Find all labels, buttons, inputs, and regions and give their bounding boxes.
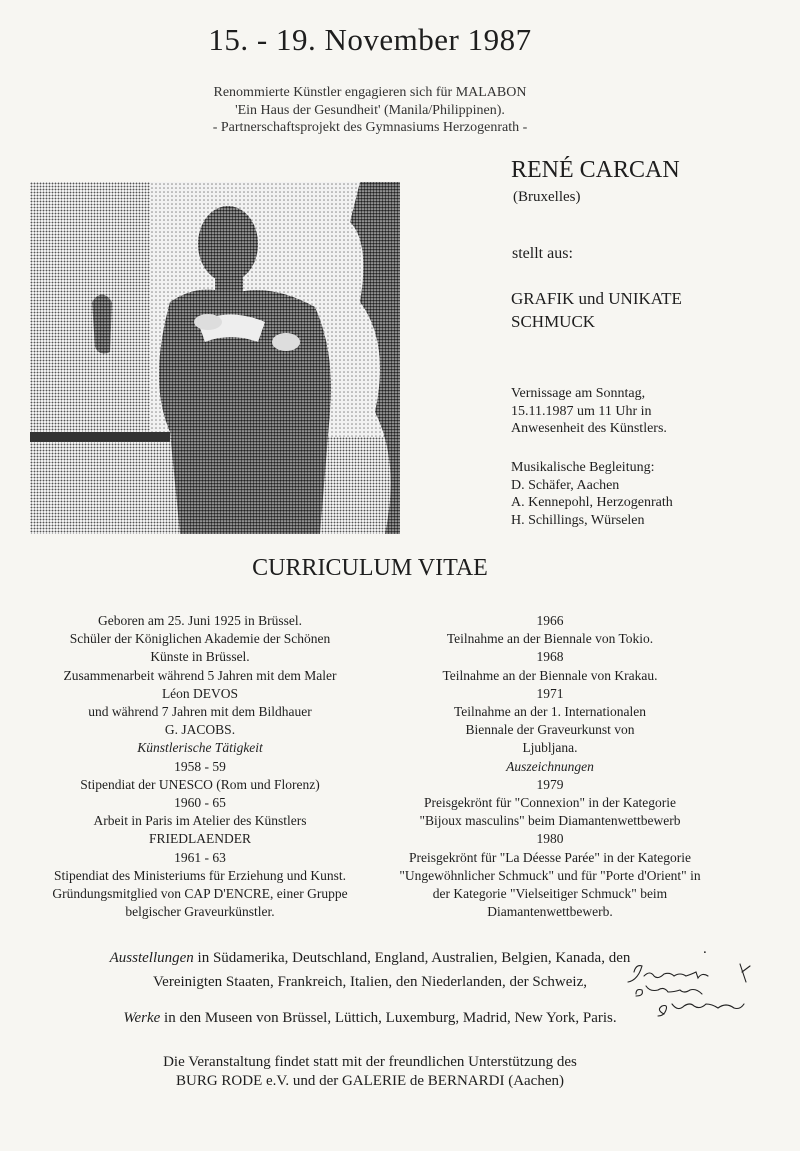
vernissage-line: Vernissage am Sonntag, [511,386,646,401]
artwork-type: GRAFIK und UNIKATE [511,289,682,308]
artwork-type: SCHMUCK [511,312,596,331]
cv-left-column [20,612,380,921]
cv-line: FRIEDLAENDER [149,831,251,847]
vernissage-line: Anwesenheit des Künstlers. [511,421,667,436]
cv-line: 1980 [536,831,564,847]
cv-line: der Kategorie "Vielseitiger Schmuck" beim [432,886,668,902]
cv-line: Teilnahme an der Biennale von Tokio. [446,631,654,647]
support-line: Die Veranstaltung findet statt mit der freundlichen Unterstützung des [163,1054,577,1070]
cv-title: CURRICULUM VITAE [252,555,488,581]
artist-photo [30,182,400,534]
cv-line: Geboren am 25. Juni 1925 in Brüssel. [98,613,302,628]
cv-line: Schüler der Königlichen Akademie der Schönen [69,631,331,647]
cv-line: Léon DEVOS [161,685,239,701]
cv-section-heading: Auszeichnungen [506,758,594,774]
handwritten-annotation [620,958,790,1028]
exhibitions-line [30,946,710,970]
exhibitions-text: in Südamerika, Deutschland, England, Australien, Belgien, Kanada, den [193,950,631,966]
works-label: Werke [123,1010,161,1026]
vernissage-info [511,385,667,438]
cv-line: 1958 - 59 [174,758,226,774]
cv-line: "Ungewöhnlicher Schmuck" und für "Porte d'Orient" in [399,867,701,883]
works-text: in den Museen von Brüssel, Lüttich, Luxemburg, Madrid, New York, Paris. [160,1010,617,1026]
cv-line: 1968 [536,649,564,665]
cv-line: 1979 [536,776,564,792]
cv-line: Ljubljana. [522,740,578,756]
cv-line: Gründungsmitglied von CAP D'ENCRE, einer Gruppe [52,886,348,902]
cv-line: belgischer Graveurkünstler. [125,904,275,920]
exhibitions-paragraph [30,946,710,994]
cv-line: Preisgekrönt für "La Déesse Parée" in der Kategorie [408,849,692,865]
cv-line: Teilnahme an der Biennale von Krakau. [442,667,658,683]
music-line: D. Schäfer, Aachen [511,477,620,493]
cv-line: Diamantenwettbewerb. [487,904,613,920]
exhibitions-label: Ausstellungen [109,950,194,966]
cv-line: 1961 - 63 [174,849,226,865]
support-notice [0,1053,740,1091]
ink-dot: . [703,941,707,957]
cv-line: 1960 - 65 [174,795,226,811]
music-info [511,459,673,529]
cv-line: 1966 [536,613,564,628]
exhibits-label: stellt aus: [512,245,573,262]
support-line: BURG RODE e.V. und der GALERIE de BERNARDI (Aachen) [176,1073,564,1089]
vernissage-line: 15.11.1987 um 11 Uhr in [511,403,652,419]
cv-right-column [370,612,730,921]
works-paragraph [30,1010,710,1027]
cv-section-heading: Künstlerische Tätigkeit [137,740,263,756]
cv-line: Preisgekrönt für "Connexion" in der Kategorie [423,795,677,811]
cv-line: Biennale der Graveurkunst von [465,722,635,738]
cv-line: Stipendiat des Ministeriums für Erziehung und Kunst. [53,867,347,883]
cv-line: 1971 [536,685,564,701]
intro-block [150,84,590,137]
cv-line: "Bijoux masculins" beim Diamantenwettbewerb [419,813,681,829]
music-line: Musikalische Begleitung: [511,460,655,475]
event-date-heading: 15. - 19. November 1987 [208,22,532,57]
artwork-types [511,287,682,333]
cv-line: Stipendiat der UNESCO (Rom und Florenz) [80,776,320,792]
cv-line: Zusammenarbeit während 5 Jahren mit dem Maler [63,667,337,683]
cv-line: Künste in Brüssel. [150,649,250,665]
cv-line: Arbeit in Paris im Atelier des Künstlers [93,813,307,829]
music-line: A. Kennepohl, Herzogenrath [511,495,673,510]
exhibitions-line: Vereinigten Staaten, Frankreich, Italien, den Niederlanden, der Schweiz, [153,974,587,990]
music-line: H. Schillings, Würselen [511,512,645,528]
cv-line: und während 7 Jahren mit dem Bildhauer [88,704,312,720]
cv-line: Teilnahme an der 1. Internationalen [453,704,647,720]
intro-line: Renommierte Künstler engagieren sich für MALABON [213,85,527,100]
intro-line: 'Ein Haus der Gesundheit' (Manila/Philippinen). [235,102,505,118]
artist-city: (Bruxelles) [513,189,581,205]
artist-name: RENÉ CARCAN [511,157,680,183]
cv-line: G. JACOBS. [164,722,236,738]
intro-line: - Partnerschaftsprojekt des Gymnasiums Herzogenrath - [212,120,528,135]
